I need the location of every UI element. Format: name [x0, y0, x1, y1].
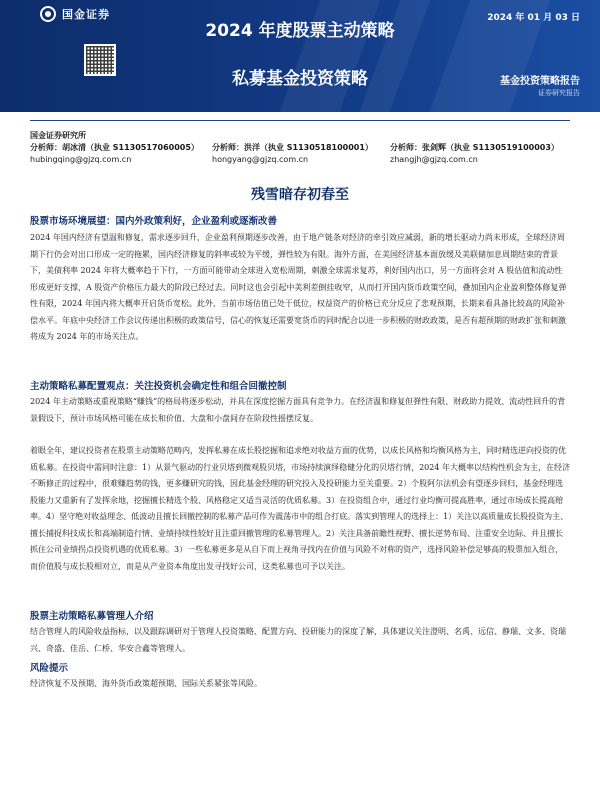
analyst-email[interactable]: zhangjh@gjzq.com.cn — [390, 155, 478, 164]
section-heading-market-outlook: 股票市场环境展望：国内外政策利好，企业盈利或逐渐改善 — [30, 216, 278, 227]
section-heading-managers: 股票主动策略私募管理人介绍 — [30, 611, 154, 622]
analyst-email[interactable]: hongyang@gjzq.com.cn — [212, 155, 309, 164]
report-type: 基金投资策略报告 — [500, 76, 580, 87]
section-heading-allocation: 主动策略私募配置观点：关注投资机会确定性和组合回撤控制 — [30, 381, 287, 392]
analyst-label: 分析师：洪洋（执业 S1130518100001） — [212, 143, 373, 152]
analyst-label: 分析师：胡冰清（执业 S1130517060005） — [30, 143, 199, 152]
report-subtype: 证券研究报告 — [538, 89, 580, 97]
header-banner — [0, 0, 600, 112]
report-title-line2: 私募基金投资策略 — [232, 69, 368, 89]
institute-name: 国金证券研究所 — [30, 131, 86, 140]
report-headline: 残雪暗存初春至 — [251, 187, 349, 203]
analyst-3 — [390, 142, 559, 164]
report-title-line1: 2024 年度股票主动策略 — [205, 21, 395, 41]
logo-text: 国金证券 — [62, 8, 110, 21]
section-heading-risk: 风险提示 — [30, 663, 69, 674]
section-paragraph: 2024 年主动策略或重视策略“赚钱”的格局将逐步松动，并具在深度挖掘方面具有竞争力。在经济温和修复但弹性有限、财政助力提效、流动性回升的背景假设下，预计市场风格可能在成长和价值、大盘和小盘间存在阶段性摇摆反复。 — [30, 397, 566, 423]
analyst-email[interactable]: hubingqing@gjzq.com.cn — [30, 155, 132, 164]
section-paragraph: 着眼全年，建议投资者在股票主动策略范畴内，发挥私募在成长股挖掘和追求绝对收益方面的优势，以成长风格和均衡风格为主，同时精选逆向投资的优质私募。在投资中需同时注意：1）从景气驱动的行业贝塔到微观股贝塔，市场持续演绎稳健分化的贝塔行情，2024 年大概率以结构性机会为主，在经济不断修正的过程中，很难赚趋势的钱，更多赚研究的钱，因此基金经理的研究投入及投研能力至关重要。2）个股阿尔法机会有望逐步回归，基金经理选股能力又重新有了发挥余地，挖掘擅长精选个股、风格稳定又适当灵活的优质私募。3）在投资组合中，通过行业均衡可提高胜率，通过市场成长提高赔率。4）坚守绝对收益理念、低波动且擅长回撤控制的私募产品可作为震荡市中的组合打底。落实到管理人的选择上：1）关注以高质量成长股投资为主、擅长捕捉科技成长和高端制造行情、业绩持续性较好且注重回撤管理的私募管理人。2）关注具备前瞻性视野、擅长逆势布局、注重安全边际、并且擅长抓住公司业绩拐点投资机遇的优质私募。3）一些私募更多是从自下而上视角寻找内在价值与风险不对称的资产，选择风险补偿足够高的股票加入组合，而价值股与成长股相对立，而是从产业资本角度出发寻找好公司，这类私募也可予以关注。 — [30, 446, 570, 571]
section-paragraph: 结合管理人的风险收益指标，以及跟踪调研对于管理人投资策略、配置方向、投研能力的深度了解，具体建议关注澄明、名禹、远信、静瑞、文多、资瑞兴、奇盛、佳岳、仁桥、华安合鑫等管理人。 — [30, 627, 566, 653]
analyst-2 — [212, 142, 373, 164]
divider — [30, 120, 570, 121]
report-date: 2024 年 01 月 03 日 — [487, 13, 580, 23]
analyst-label: 分析师：张剑辉（执业 S1130519100003） — [390, 143, 559, 152]
section-paragraph: 经济恢复不及预期、海外货币政策超预期、国际关系紧张等风险。 — [30, 679, 262, 688]
section-paragraph: 2024 年国内经济有望温和修复，需求逐步回升，企业盈利预期逐步改善，由于地产链条对经济的牵引效应减弱，新的增长驱动力尚未形成，全球经济周期下行仍会对出口形成一定的拖累，国内经济修复的斜率或较为平缓，弹性较为有限。海外方面，在美国经济基本面放缓及美联储加息周期结束的背景下，美债利率 2024 年将大概率趋于下行，一方面可能带动全球进入宽松周期，刺激全球需求复苏，利好国内出口，另一方面将会对 A 股估值和流动性形成更好支撑，A 股资产价格压力最大的阶段已经过去。同时这也会引起中美利差倒挂收窄，从而打开国内货币政策空间，叠加国内企业盈利整体修复弹性有限，2024 年国内将大概率开启货币宽松。此外，当前市场估值已处于低位，权益资产的价格已充分反应了悲观预期，长期来看具备比较高的风险补偿水平。年底中央经济工作会议传递出积极的政策信号，信心的恢复还需要宽货币的同时配合以进一步积极的财政政策，是否有超预期的财政扩张和刺激将成为 2024 年的市场关注点。 — [30, 233, 567, 341]
analyst-1 — [30, 142, 199, 164]
